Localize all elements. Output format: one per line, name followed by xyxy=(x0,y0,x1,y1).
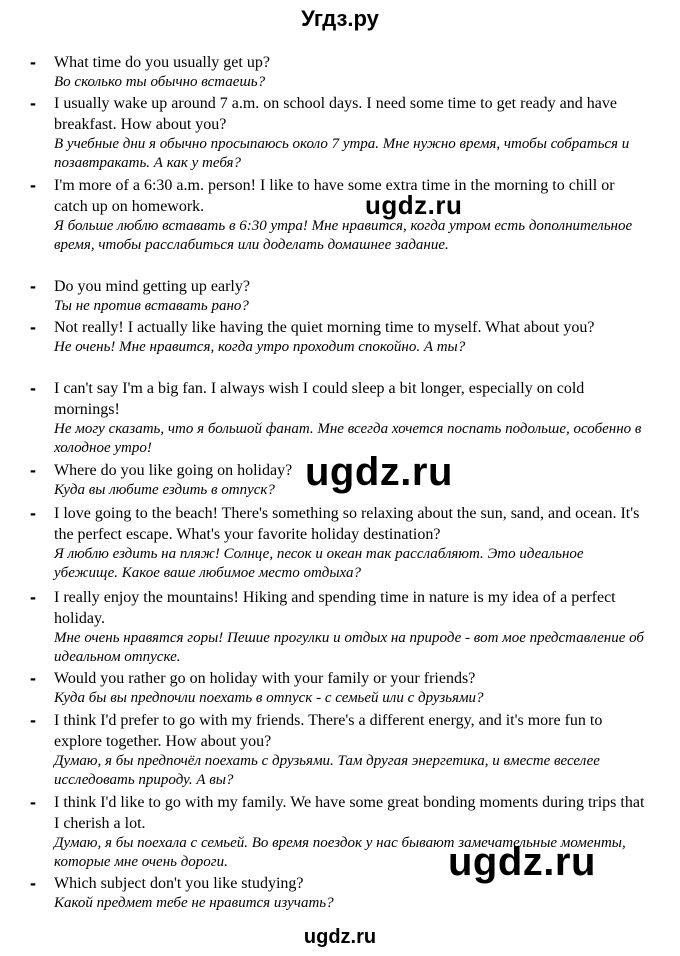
dialogue-line xyxy=(30,710,650,790)
dialogue-line xyxy=(30,378,650,458)
dialogue-line xyxy=(30,175,650,255)
dialogue-line xyxy=(30,276,650,316)
english-line: I love going to the beach! There's something so relaxing about the sun, sand, and ocean. It's the perfect escape. What's your favorite holiday destination? xyxy=(54,505,640,543)
dash-bullet: - xyxy=(30,792,36,812)
dash-bullet: - xyxy=(30,317,36,337)
watermark: ugdz.ru xyxy=(305,450,453,494)
dialogue-line xyxy=(30,93,650,173)
russian-translation: Куда бы вы предпочли поехать в отпуск - с семьей или с друзьями? xyxy=(54,690,484,706)
russian-translation: Я люблю ездить на пляж! Солнце, песок и океан так расслабляют. Это идеальное убежище. Какое ваше любимое место отдыха? xyxy=(54,546,584,581)
russian-translation: Думаю, я бы поехала с семьей. Во время поездок у нас бывают замечательные моменты, которые мне очень дороги. xyxy=(54,835,626,870)
dash-bullet: - xyxy=(30,175,36,195)
dialogue-line xyxy=(30,52,650,92)
english-line: I think I'd like to go with my family. We have some great bonding moments during trips that I cherish a lot. xyxy=(54,794,645,832)
russian-translation: Не могу сказать, что я большой фанат. Мне всегда хочется поспать подольше, особенно в холодное утро! xyxy=(54,421,642,456)
english-line: Do you mind getting up early? xyxy=(54,278,250,295)
russian-translation: Ты не против вставать рано? xyxy=(54,298,249,314)
english-line: I think I'd prefer to go with my friends. There's a different energy, and it's more fun to explore together. How about you? xyxy=(54,712,603,750)
dash-bullet: - xyxy=(30,668,36,688)
russian-translation: Я больше люблю вставать в 6:30 утра! Мне нравится, когда утром есть дополнительное время, чтобы расслабиться или доделать домашнее задание. xyxy=(54,218,633,253)
russian-translation: В учебные дни я обычно просыпаюсь около 7 утра. Мне нужно время, чтобы собраться и позавтракать. А как у тебя? xyxy=(54,136,630,171)
russian-translation: Какой предмет тебе не нравится изучать? xyxy=(54,895,334,911)
dash-bullet: - xyxy=(30,378,36,398)
russian-translation: Куда вы любите ездить в отпуск? xyxy=(54,482,275,498)
russian-translation: Во сколько ты обычно встаешь? xyxy=(54,74,266,90)
english-line: Where do you like going on holiday? xyxy=(54,462,293,479)
dialogue-line xyxy=(30,587,650,667)
russian-translation: Не очень! Мне нравится, когда утро проходит спокойно. А ты? xyxy=(54,339,466,355)
dialogue-line xyxy=(30,503,650,583)
dash-bullet: - xyxy=(30,93,36,113)
dash-bullet: - xyxy=(30,710,36,730)
dialogue-line xyxy=(30,668,650,708)
english-line: Would you rather go on holiday with your family or your friends? xyxy=(54,670,476,687)
english-line: I can't say I'm a big fan. I always wish I could sleep a bit longer, especially on cold mornings! xyxy=(54,380,585,418)
site-footer: ugdz.ru xyxy=(303,926,377,948)
site-title: Угдз.ру xyxy=(301,6,379,31)
dash-bullet: - xyxy=(30,503,36,523)
english-line: I usually wake up around 7 a.m. on school days. I need some time to get ready and have breakfast. How about you? xyxy=(54,95,617,133)
dash-bullet: - xyxy=(30,52,36,72)
watermark: ugdz.ru xyxy=(365,190,463,220)
english-line: Not really! I actually like having the quiet morning time to myself. What about you? xyxy=(54,319,595,336)
english-line: I really enjoy the mountains! Hiking and spending time in nature is my idea of a perfect holiday. xyxy=(54,589,616,627)
dash-bullet: - xyxy=(30,587,36,607)
watermark: ugdz.ru xyxy=(448,840,596,884)
russian-translation: Мне очень нравятся горы! Пешие прогулки и отдых на природе - вот мое представление об идеальном отпуске. xyxy=(54,630,644,665)
english-line: Which subject don't you like studying? xyxy=(54,875,304,892)
dash-bullet: - xyxy=(30,873,36,893)
english-line: I'm more of a 6:30 a.m. person! I like to have some extra time in the morning to chill or catch up on homework. xyxy=(54,177,615,215)
russian-translation: Думаю, я бы предпочёл поехать с друзьями. Там другая энергетика, и вместе веселее исследовать природу. А вы? xyxy=(54,753,600,788)
english-line: What time do you usually get up? xyxy=(54,54,270,71)
dash-bullet: - xyxy=(30,276,36,296)
dialogue-line xyxy=(30,317,650,357)
dash-bullet: - xyxy=(30,460,36,480)
